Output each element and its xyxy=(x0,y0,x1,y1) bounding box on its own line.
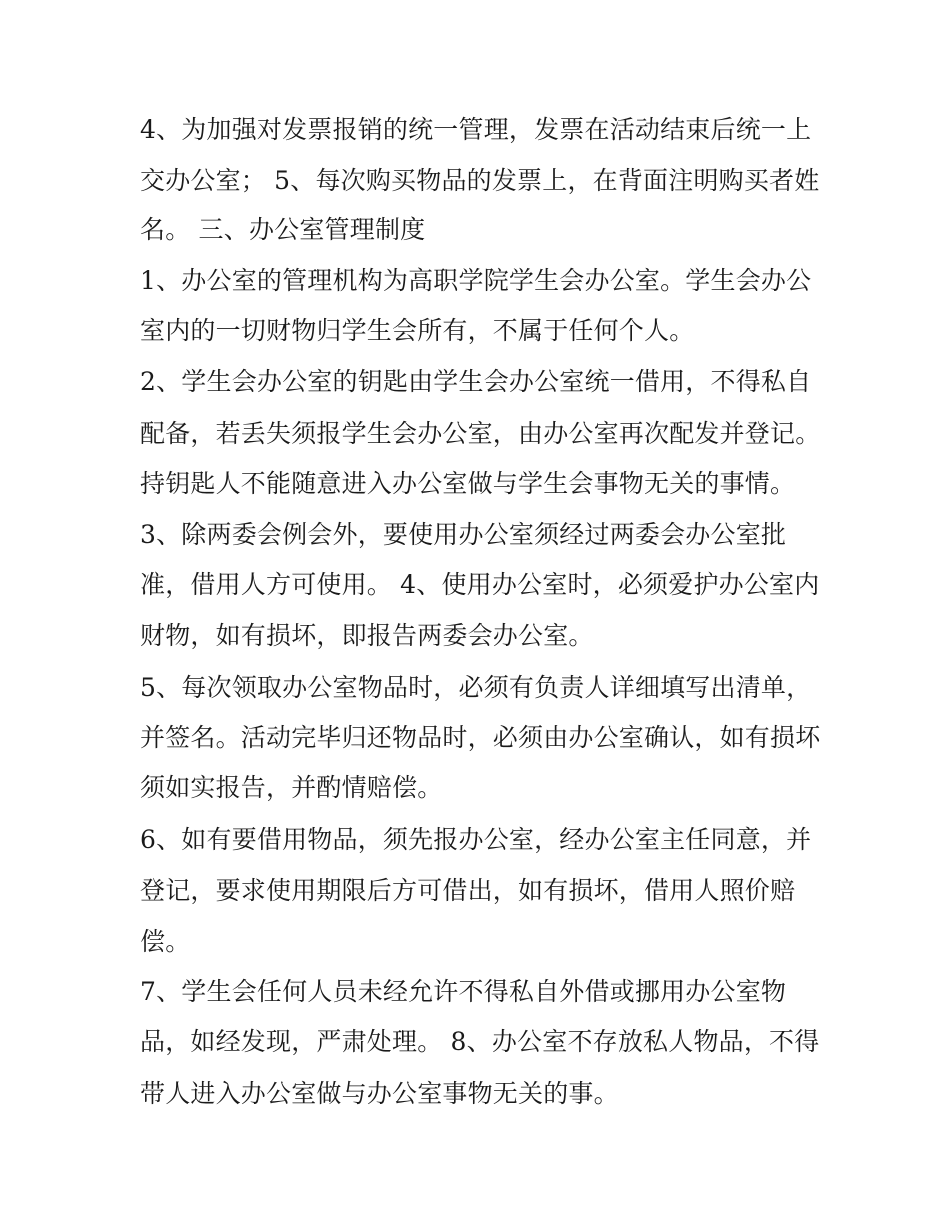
text-line: 室内的一切财物归学生会所有，不属于任何个人。 xyxy=(140,316,695,345)
text-line: 4、为加强对发票报销的统一管理，发票在活动结束后统一上 xyxy=(140,115,812,144)
text-line: 名。 三、办公室管理制度 xyxy=(140,215,426,244)
text-line: 5、每次领取办公室物品时，必须有负责人详细填写出清单， xyxy=(140,673,812,702)
text-line: 3、除两委会例会外，要使用办公室须经过两委会办公室批 xyxy=(140,520,787,549)
text-line: 6、如有要借用物品，须先报办公室，经办公室主任同意，并 xyxy=(140,825,812,854)
text-line: 配备，若丢失须报学生会办公室，由办公室再次配发并登记。 xyxy=(140,419,821,448)
text-line: 财物，如有损坏，即报告两委会办公室。 xyxy=(140,621,594,650)
text-line: 7、学生会任何人员未经允许不得私自外借或挪用办公室物 xyxy=(140,977,787,1006)
text-line: 偿。 xyxy=(140,927,191,956)
text-line: 登记，要求使用期限后方可借出，如有损坏，借用人照价赔 xyxy=(140,876,796,905)
text-line: 并签名。活动完毕归还物品时，必须由办公室确认，如有损坏 xyxy=(140,723,821,752)
text-line: 须如实报告，并酌情赔偿。 xyxy=(140,773,443,802)
text-line: 交办公室； 5、每次购买物品的发票上，在背面注明购买者姓 xyxy=(140,166,820,195)
text-line: 准，借用人方可使用。 4、使用办公室时，必须爱护办公室内 xyxy=(140,570,820,599)
text-line: 1、办公室的管理机构为高职学院学生会办公室。学生会办公 xyxy=(140,266,812,295)
text-line: 持钥匙人不能随意进入办公室做与学生会事物无关的事情。 xyxy=(140,469,796,498)
text-line: 带人进入办公室做与办公室事物无关的事。 xyxy=(140,1079,619,1108)
text-line: 2、学生会办公室的钥匙由学生会办公室统一借用，不得私自 xyxy=(140,367,812,396)
text-line: 品，如经发现，严肃处理。 8、办公室不存放私人物品，不得 xyxy=(140,1027,820,1056)
